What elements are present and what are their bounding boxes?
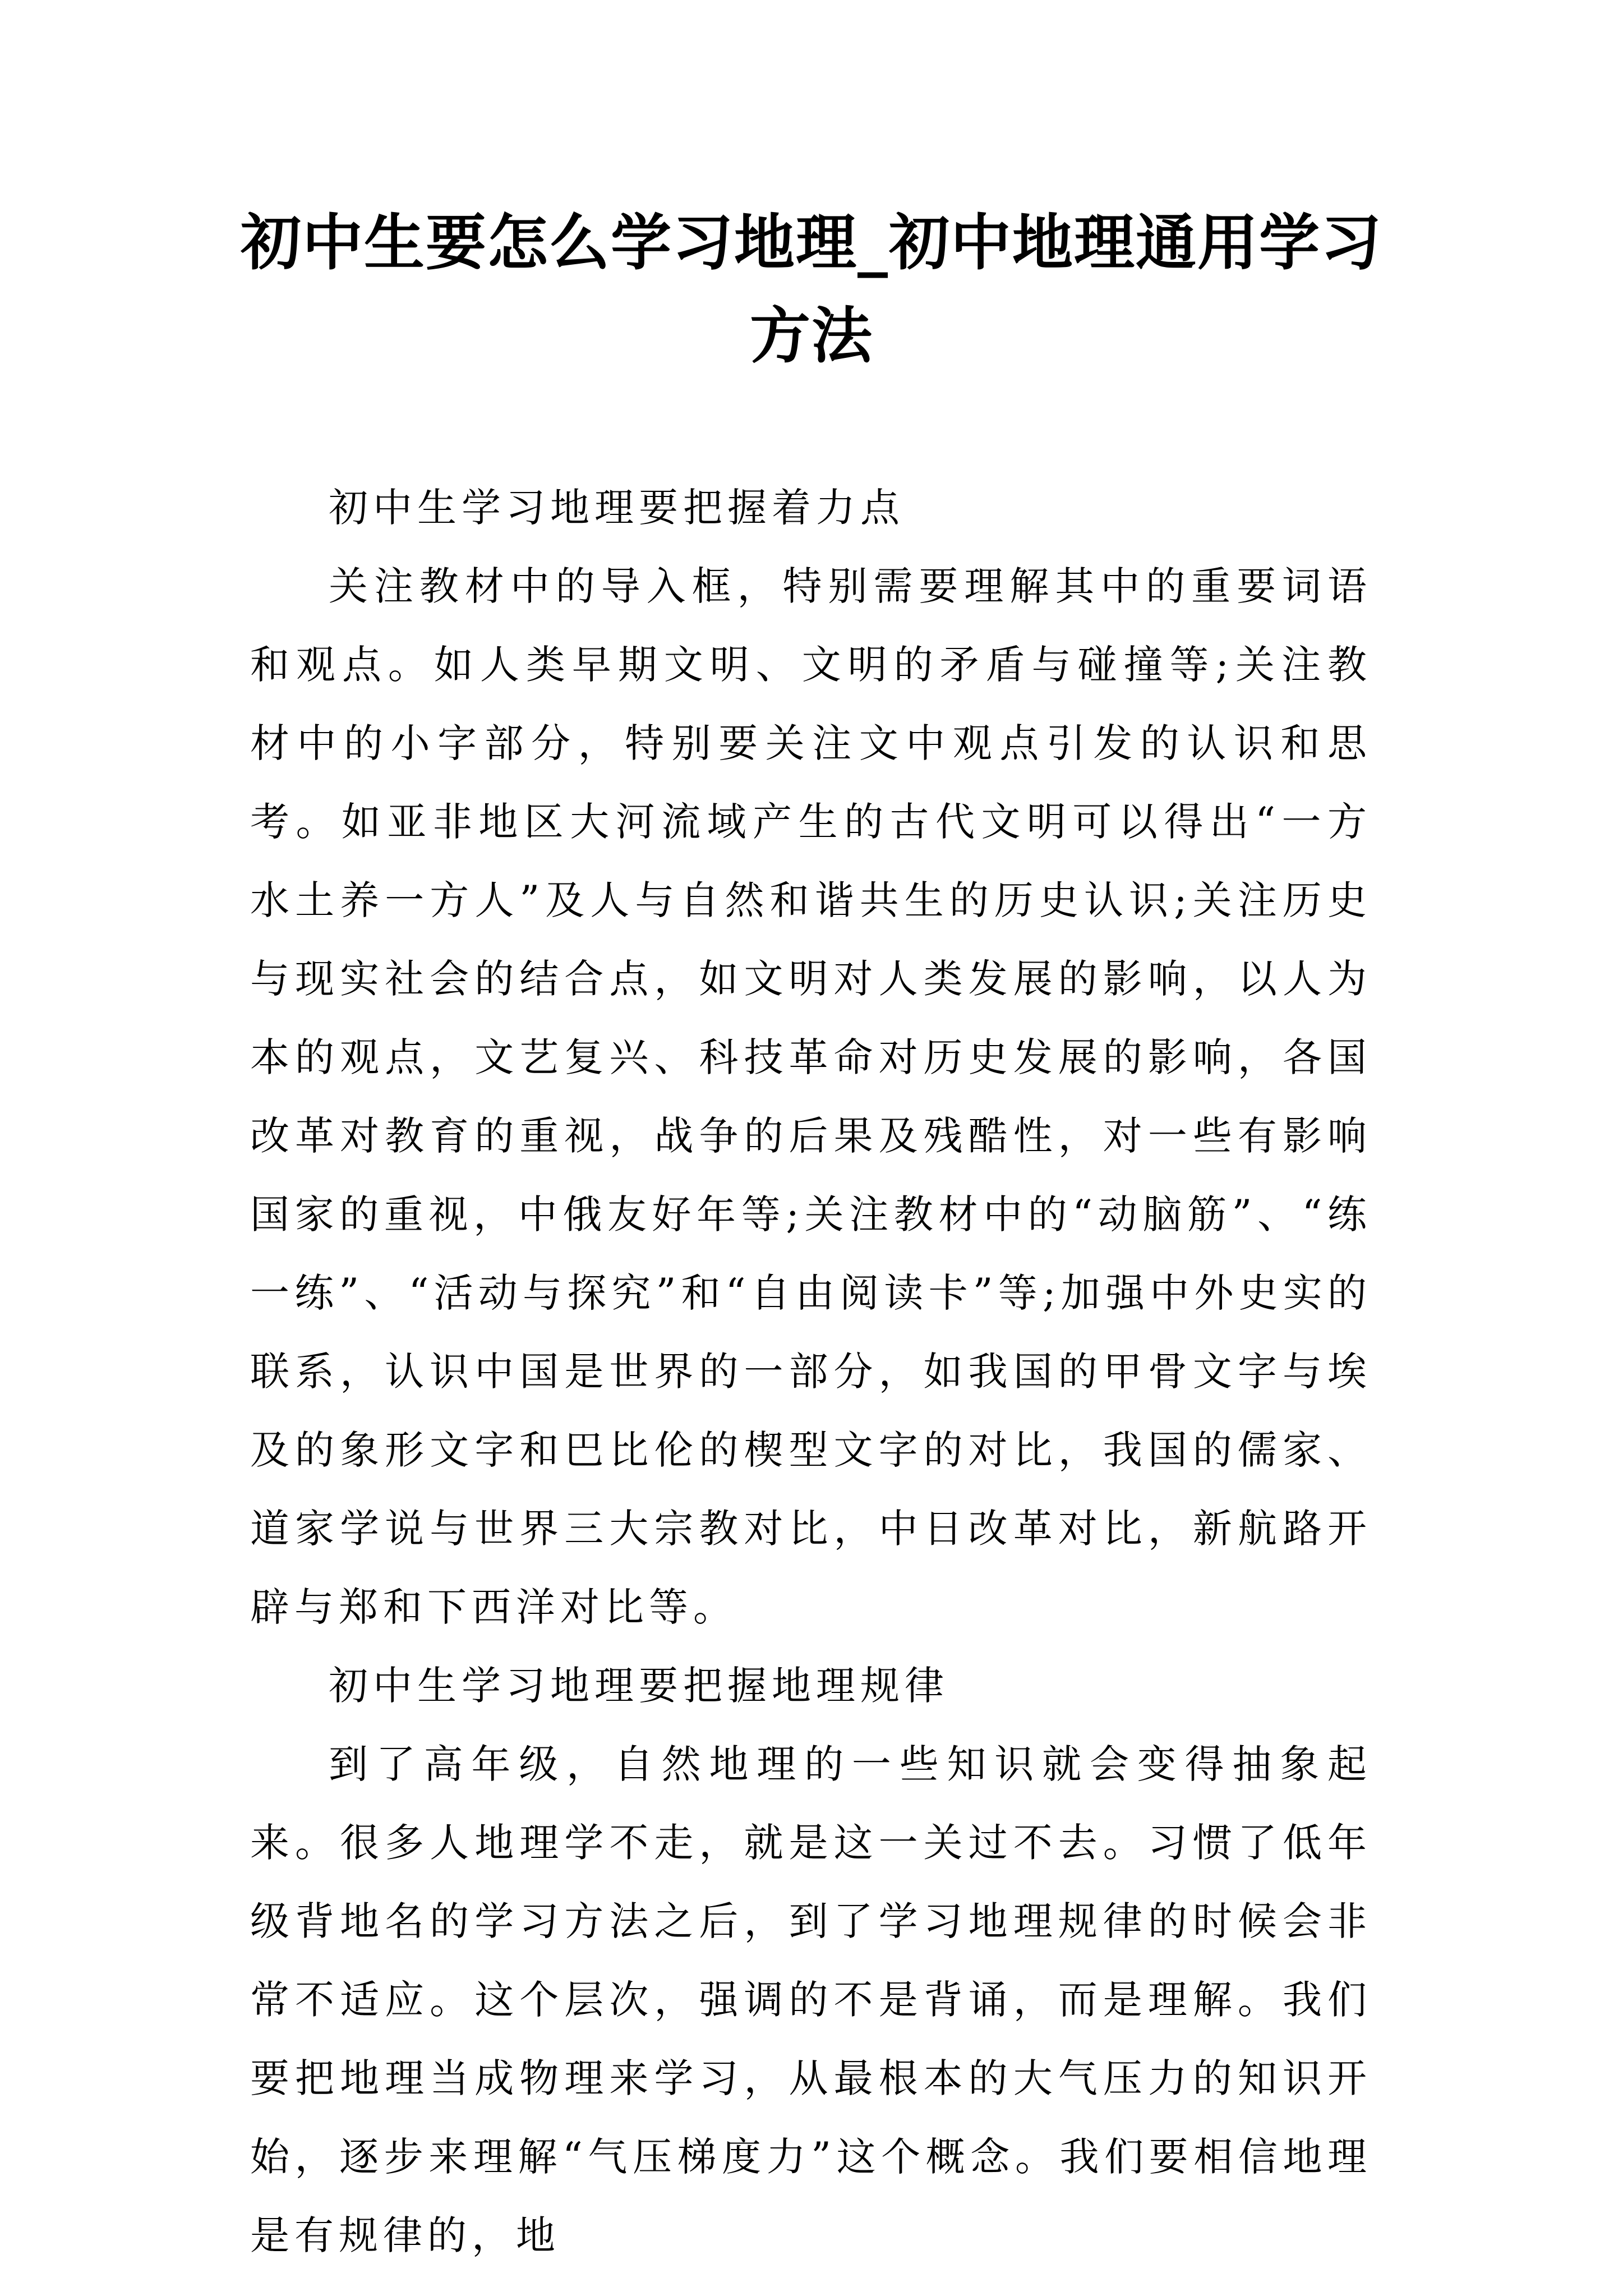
section-heading-geography-rules: 初中生学习地理要把握地理规律 (329, 1663, 949, 1709)
section-heading-focus-points: 初中生学习地理要把握着力点 (329, 485, 905, 531)
document-body (250, 468, 1372, 2275)
body-paragraph: 关注教材中的导入框，特别需要理解其中的重要词语和观点。如人类早期文明、文明的矛盾与碰撞等;关注教材中的小字部分，特别要关注文中观点引发的认识和思考。如亚非地区大河流域产生的古代文明可以得出“一方水土养一方人”及人与自然和谐共生的历史认识;关注历史与现实社会的结合点，如文明对人类发展的影响，以人为本的观点，文艺复兴、科技革命对历史发展的影响，各国改革对教育的重视，战争的后果及残酷性，对一些有影响国家的重视，中俄友好年等;关注教材中的“动脑筋”、“练一练”、“活动与探究”和“自由阅读卡”等;加强中外史实的联系，认识中国是世界的一部分，如我国的甲骨文字与埃及的象形文字和巴比伦的楔型文字的对比，我国的儒家、道家学说与世界三大宗教对比，中日改革对比，新航路开辟与郑和下西洋对比等。 (250, 563, 1372, 1630)
document-title: 初中生要怎么学习地理_初中地理通用学习方法 (240, 208, 1382, 371)
body-paragraph: 到了高年级，自然地理的一些知识就会变得抽象起来。很多人地理学不走，就是这一关过不去。习惯了低年级背地名的学习方法之后，到了学习地理规律的时候会非常不适应。这个层次，强调的不是背诵，而是理解。我们要把地理当成物理来学习，从最根本的大气压力的知识开始，逐步来理解“气压梯度力”这个概念。我们要相信地理是有规律的，地 (250, 1741, 1372, 2258)
